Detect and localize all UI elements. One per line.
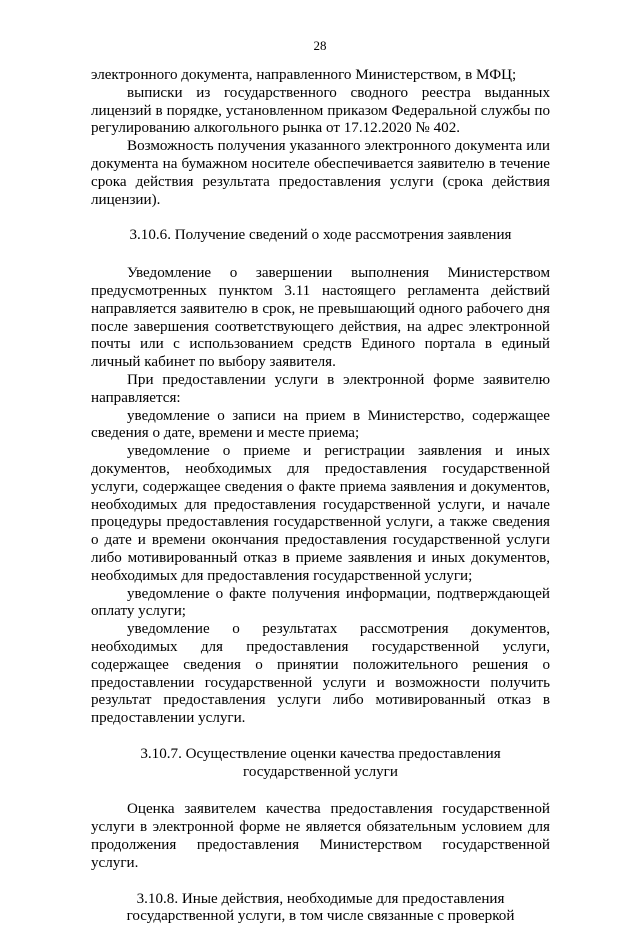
heading-line: государственной услуги, в том числе связанные с проверкой — [126, 908, 515, 925]
paragraph: электронного документа, направленного Министерством, в МФЦ; — [91, 67, 517, 83]
paragraph: Уведомление о завершении выполнения Министерством предусмотренных пунктом 3.11 настоящего регламента действий направляется заявителю в срок, не превышающий одного рабочего дня после завершения соответствующего действия, на адрес электронной почты или с использованием средств Единого портала в единый личный кабинет по выбору заявителя. — [91, 265, 550, 371]
section-heading-3-10-8 — [91, 891, 550, 926]
heading-line: 3.10.8. Иные действия, необходимые для предоставления — [136, 890, 505, 907]
paragraph: уведомление о записи на прием в Министерство, содержащее сведения о дате, времени и месте приема; — [91, 407, 550, 442]
paragraph: выписки из государственного сводного реестра выданных лицензий в порядке, установленном приказом Федеральной службы по регулированию алкогольного рынка от 17.12.2020 № 402. — [91, 84, 550, 137]
page-body — [91, 67, 550, 926]
section-heading-3-10-6: 3.10.6. Получение сведений о ходе рассмотрения заявления — [129, 227, 512, 244]
heading-line: 3.10.7. Осуществление оценки качества предоставления — [140, 745, 501, 762]
paragraph: уведомление о приеме и регистрации заявления и иных документов, необходимых для предоставления государственной услуги, содержащее сведения о факте приема заявления и документов, необходимых для предоставления государственной услуги, и начале процедуры предоставления государственной услуги, а также сведения о дате и времени окончания предоставления государственной услуги либо мотивированный отказ в приеме заявления и иных документов, необходимых для предоставления государственной услуги; — [91, 443, 550, 584]
paragraph: При предоставлении услуги в электронной форме заявителю направляется: — [91, 371, 550, 406]
page-number: 28 — [313, 38, 327, 53]
heading-line: государственной услуги — [243, 763, 398, 780]
paragraph: Возможность получения указанного электронного документа или документа на бумажном носителе обеспечивается заявителю в течение срока действия результата предоставления услуги (срока действия лицензии). — [91, 138, 550, 208]
section-heading-3-10-7 — [91, 746, 550, 782]
paragraph: уведомление о результатах рассмотрения документов, необходимых для предоставления государственной услуги, содержащее сведения о принятии положительного решения о предоставлении государственной услуги и возможности получить результат предоставления услуги либо мотивированный отказ в предоставлении услуги. — [91, 621, 550, 727]
paragraph: Оценка заявителем качества предоставления государственной услуги в электронной форме не является обязательным условием для продолжения предоставления Министерством государственной услуги. — [91, 801, 550, 871]
paragraph: уведомление о факте получения информации, подтверждающей оплату услуги; — [91, 585, 550, 620]
